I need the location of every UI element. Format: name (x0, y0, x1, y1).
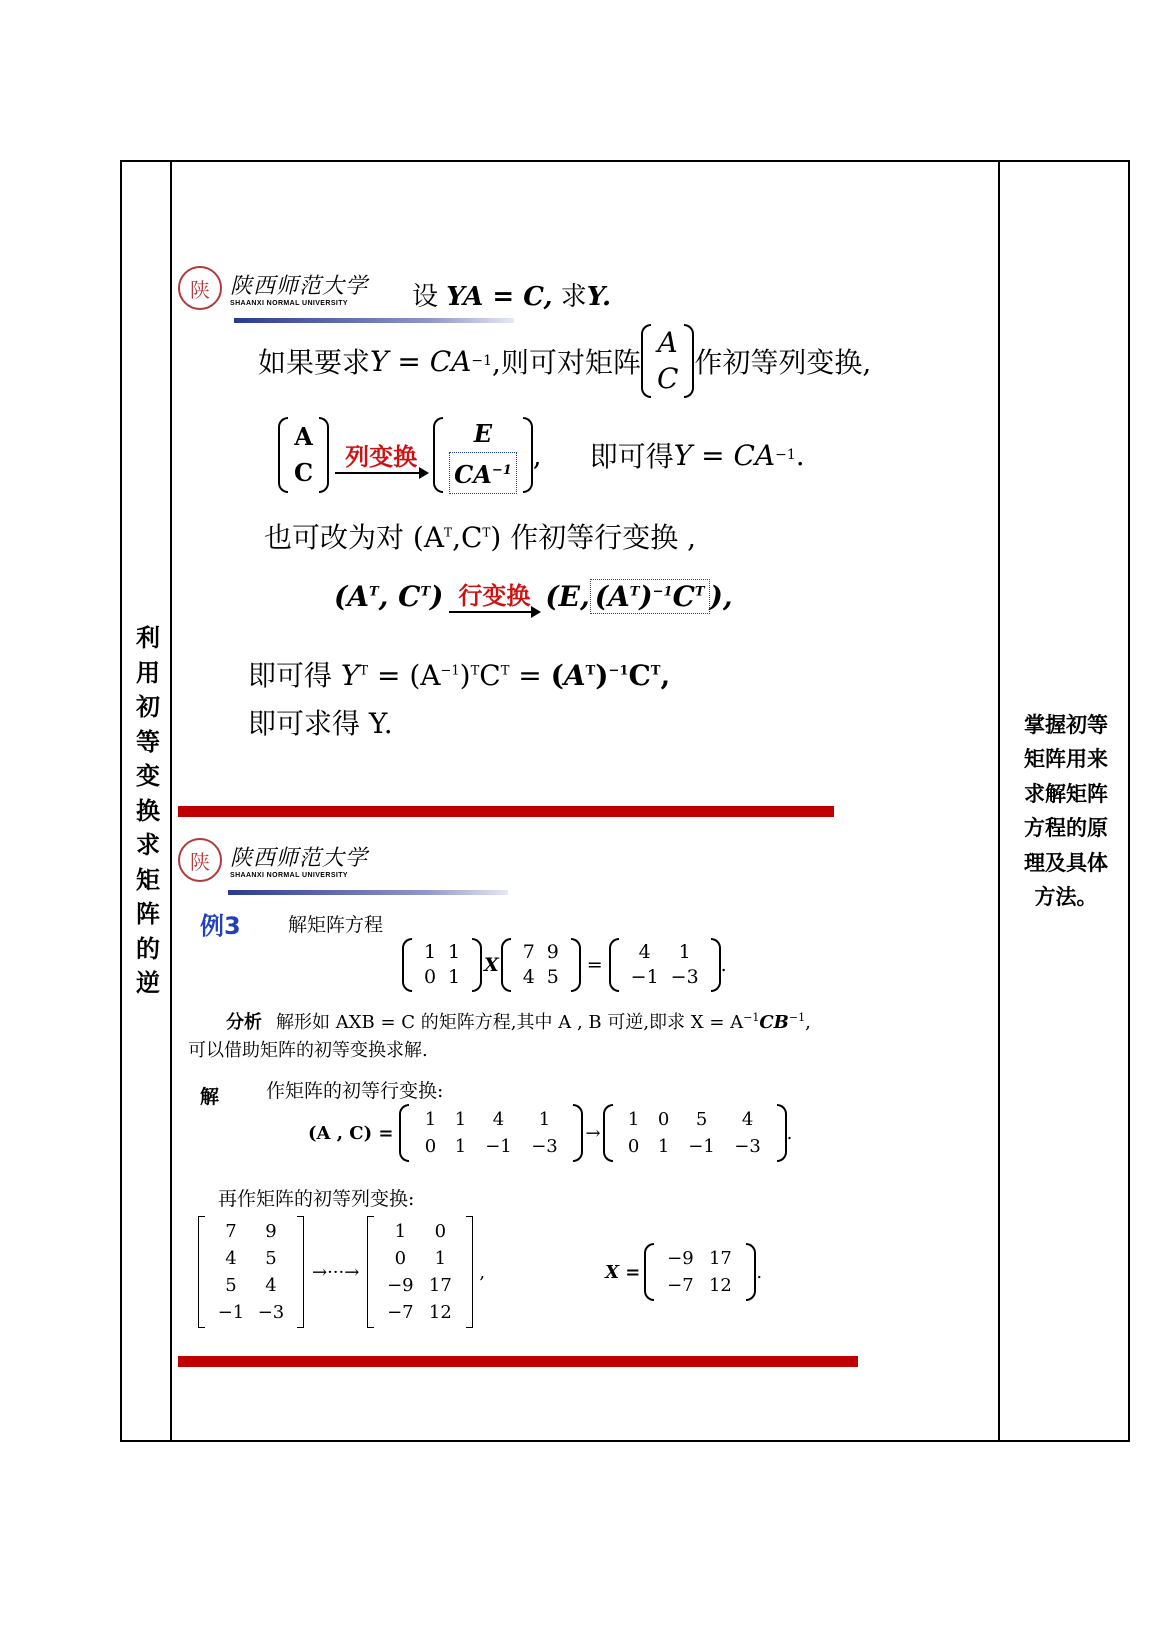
analysis-line-2: 可以借助矩阵的初等变换求解. (188, 1040, 428, 1061)
matrix-col-before-cell: 5 (225, 1275, 237, 1296)
matrix-c-cell: 4 (638, 941, 651, 963)
matrix-ac-after (613, 1106, 777, 1160)
matrix-col-after-cell: 12 (428, 1302, 452, 1323)
matrix-ac-before (409, 1106, 573, 1160)
matrix-b-cell: 5 (546, 966, 559, 988)
slide2-footer-bar (178, 1356, 858, 1367)
matrix-ac-before-cell: 4 (492, 1109, 505, 1130)
matrix-col-before (205, 1218, 297, 1326)
matrix-col-before-cell: −1 (217, 1302, 245, 1323)
matrix-col-after-cell: −7 (387, 1302, 414, 1323)
matrix-b-cell: 4 (522, 966, 535, 988)
matrix-col-after-cell: 0 (434, 1221, 447, 1242)
matrix-ac-before-cell: 1 (454, 1136, 467, 1157)
matrix-c-cell: −1 (630, 966, 659, 988)
row-op-equation: (A , C) = 1 1 4 1 0 1 −1 −3 → 1 0 5 4 0 1 −1 −3 . (308, 1104, 792, 1162)
example-title: 解矩阵方程 (288, 914, 384, 936)
matrix-ac-before-cell: 0 (424, 1136, 437, 1157)
matrix-b-cell: 9 (546, 941, 559, 963)
matrix-col-before-cell: 5 (265, 1248, 277, 1269)
solution-label: 解 (200, 1086, 220, 1108)
matrix-x-cell: 17 (708, 1248, 732, 1269)
matrix-x-cell: −7 (667, 1275, 694, 1296)
matrix-ac-after-cell: 4 (741, 1109, 754, 1130)
matrix-ac-after-cell: −1 (688, 1136, 715, 1157)
matrix-col-before-cell: −3 (257, 1302, 285, 1323)
matrix-ac-before-cell: −1 (485, 1136, 512, 1157)
matrix-a-cell: 1 (447, 941, 461, 963)
matrix-ac-after-cell: 5 (695, 1109, 708, 1130)
matrix-ac-after-cell: 0 (657, 1109, 670, 1130)
matrix-ac-after-cell: 1 (657, 1136, 670, 1157)
slide1-line2: A C 列变换 E $CA^{-1}$ , 即可得 Y = CA −1 . (278, 416, 805, 494)
matrix-col-before-cell: 4 (225, 1248, 237, 1269)
matrix-col-after-cell: −9 (387, 1275, 414, 1296)
matrix-x (654, 1245, 746, 1299)
example-equation: 1 1 0 1 X 7 9 4 5 = 4 1 −1 −3 . (402, 938, 727, 992)
matrix-ac-before-cell: 1 (538, 1109, 551, 1130)
example-label: 例3 (200, 912, 241, 940)
slide-1 (178, 258, 878, 818)
university-logo (178, 266, 368, 310)
matrix-ac-after-cell: 0 (627, 1136, 640, 1157)
matrix-ac-before-cell: −3 (531, 1136, 558, 1157)
objective-label: 掌握初等矩阵用来求解矩阵方程的原理及具体方法。 (1024, 712, 1108, 909)
matrix-c (619, 940, 711, 990)
matrix-x-cell: 12 (708, 1275, 732, 1296)
matrix-a-cell: 1 (423, 941, 437, 963)
solution-text: 作矩阵的初等行变换: (266, 1080, 444, 1102)
matrix-b (511, 940, 571, 990)
topic-label: 利用初等变换求矩阵的逆 (136, 624, 160, 998)
matrix-col-after (374, 1218, 466, 1326)
row-op-label: 行变换 (458, 582, 531, 610)
matrix-a-cell: 0 (423, 966, 437, 988)
logo-en-2: SHAANXI NORMAL UNIVERSITY (230, 872, 348, 879)
matrix-ac-before-cell: 1 (424, 1109, 437, 1130)
matrix-col-after-cell: 1 (434, 1248, 447, 1269)
slide1-line6: 即可求得 Y. (248, 707, 393, 740)
seal-icon: 陕 (178, 838, 222, 882)
analysis-line: 分析 解形如 AXB = C 的矩阵方程,其中 A , B 可逆,即求 $X = A^{-1}CB^{-1}$, (226, 1011, 811, 1033)
seal-icon: 陕 (178, 266, 222, 310)
matrix-a (412, 940, 472, 990)
logo-en: SHAANXI NORMAL UNIVERSITY (230, 300, 348, 307)
slide1-line1: 如果要求 Y = CA −1 ,则可对矩阵 A C 作初等列变换, (258, 324, 871, 398)
right-cell (1002, 162, 1130, 1440)
matrix-a-cell: 1 (447, 966, 461, 988)
column-divider-right (998, 162, 1000, 1440)
slide-2 (178, 838, 878, 1378)
matrix-ac-after-cell: −3 (734, 1136, 761, 1157)
logo-cn-2: 陕西师范大学 (230, 846, 369, 871)
header-bar-2 (228, 890, 508, 895)
header-bar (234, 318, 514, 323)
col-op-equation: 7 9 4 5 5 4 −1 −3 →···→ 1 0 0 1 −9 17 −7 12 , X = −9 17 −7 12 . (198, 1216, 762, 1328)
left-cell (122, 162, 174, 1440)
matrix-col-before-cell: 9 (265, 1221, 277, 1242)
matrix-col-after-cell: 17 (428, 1275, 452, 1296)
slide1-title: 设 YA = C, 求Y. (412, 282, 612, 312)
matrix-ac-before-cell: 1 (454, 1109, 467, 1130)
matrix-x-cell: −9 (667, 1248, 694, 1269)
matrix-ac-after-cell: 1 (627, 1109, 640, 1130)
logo-cn: 陕西师范大学 (230, 274, 369, 299)
slide1-footer-bar (178, 806, 834, 817)
matrix-col-before-cell: 7 (225, 1221, 237, 1242)
matrix-b-cell: 7 (522, 941, 535, 963)
matrix-col-after-cell: 1 (394, 1221, 407, 1242)
content-table (120, 160, 1130, 1442)
matrix-col-before-cell: 4 (265, 1275, 277, 1296)
matrix-c-cell: −3 (670, 966, 699, 988)
university-logo-2 (178, 838, 368, 882)
slide1-line5: 即可得 $Y^T = (A^{-1})^TC^T = (A^T)^{-1}C^T$, (248, 659, 671, 692)
col-op-text: 再作矩阵的初等列变换: (218, 1188, 415, 1210)
matrix-c-cell: 1 (678, 941, 691, 963)
matrix-col-after-cell: 0 (394, 1248, 407, 1269)
col-op-label: 列变换 (345, 442, 418, 471)
slide1-line4: ($A^T$, $C^T$) 行变换 (E, $(A^T)^{-1}C^T$ ), (334, 576, 733, 613)
slide1-line3: 也可改为对 $(A^T,C^T)$ 作初等行变换 , (264, 521, 697, 554)
